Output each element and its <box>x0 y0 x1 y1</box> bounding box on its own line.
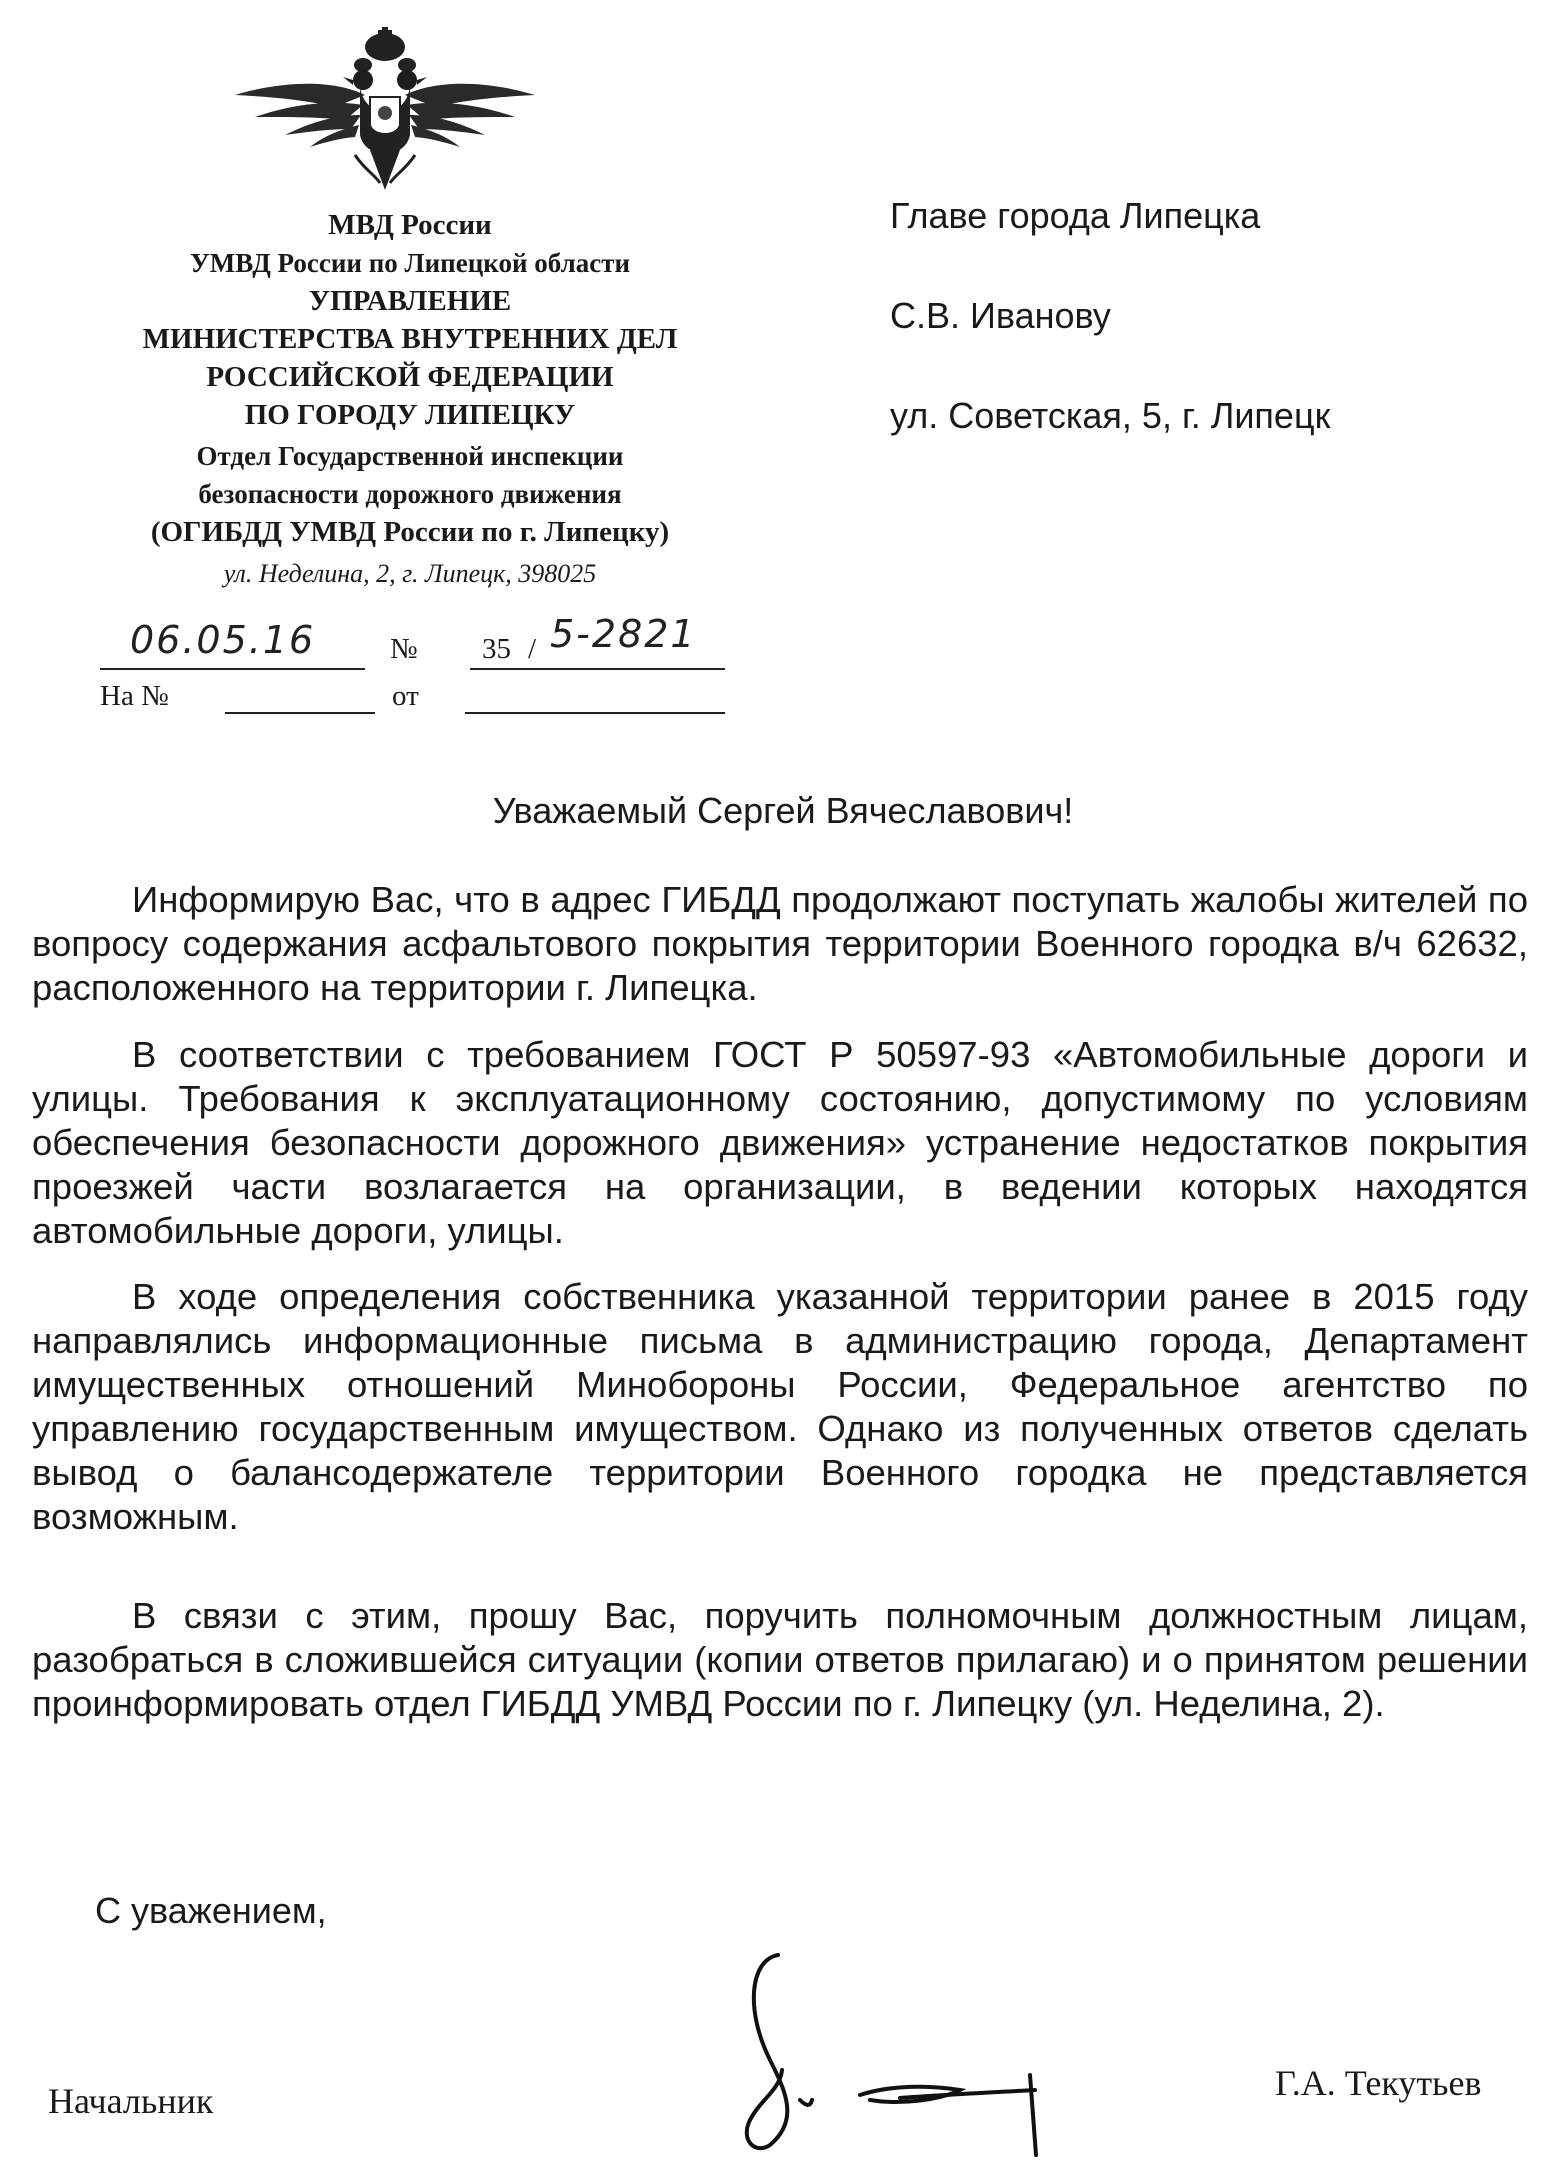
number-prefix: 35 <box>482 633 511 665</box>
body-paragraph-2: В соответствии с требованием ГОСТ Р 50597-93 «Автомобильные дороги и улицы. Требования к эксплуатационному состоянию, допустимому по условиям обеспечения безопасности дорожного движения» устранение недостатков покрытия проезжей части возлагается на организации, в ведении которых находятся автомобильные дороги, улицы. <box>32 1034 1528 1251</box>
salutation: Уважаемый Сергей Вячеславович! <box>492 790 1074 831</box>
body-paragraph-1: Информирую Вас, что в адрес ГИБДД продолжают поступать жалобы жителей по вопросу содержания асфальтового покрытия территории Военного городка в/ч 62632, расположенного на территории г. Липецка. <box>32 879 1528 1008</box>
registration-date: 06.05.16 <box>130 618 316 662</box>
sender-regional-directorate: УМВД России по Липецкой области <box>189 248 631 278</box>
signatory-position: Начальник <box>48 2081 214 2121</box>
double-headed-eagle-emblem-icon <box>225 25 545 200</box>
sender-ministry: МВД России <box>328 209 492 241</box>
sender-abbreviation: (ОГИБДД УМВД России по г. Липецку) <box>150 516 670 548</box>
sender-ministry-full: МИНИСТЕРСТВА ВНУТРЕННИХ ДЕЛ <box>142 323 678 355</box>
body-paragraph-3: В ходе определения собственника указанной территории ранее в 2015 году направлялись информационные письма в администрацию города, Департамент имущественных отношений Минобороны России, Федеральное агентство по управлению государственным имуществом. Однако из полученных ответов сделать вывод о балансодержателе территории Военного городка не представляется возможным. <box>32 1276 1528 1537</box>
reply-from-label: от <box>392 680 419 712</box>
sender-department-cont: безопасности дорожного движения <box>198 479 622 509</box>
closing: С уважением, <box>95 1890 327 1931</box>
handwritten-signature-icon <box>700 1950 1060 2160</box>
number-slash: / <box>528 633 537 665</box>
date-underline <box>100 668 365 670</box>
number-underline <box>470 668 725 670</box>
reply-number-underline <box>225 712 375 714</box>
sender-city: ПО ГОРОДУ ЛИПЕЦКУ <box>244 399 576 431</box>
registration-number: 5-2821 <box>550 612 697 656</box>
reply-number-label: На № <box>100 680 169 712</box>
number-label: № <box>390 633 418 665</box>
sender-department: Отдел Государственной инспекции <box>196 441 624 471</box>
reply-date-underline <box>465 712 725 714</box>
body-paragraph-4: В связи с этим, прошу Вас, поручить полномочным должностным лицам, разобраться в сложившейся ситуации (копии ответов прилагаю) и о принятом решении проинформировать отдел ГИБДД УМВД России по г. Липецку (ул. Неделина, 2). <box>32 1595 1528 1724</box>
recipient-address: ул. Советская, 5, г. Липецк <box>890 395 1331 436</box>
sender-directorate-title: УПРАВЛЕНИЕ <box>308 285 512 317</box>
sender-country: РОССИЙСКОЙ ФЕДЕРАЦИИ <box>206 361 614 393</box>
recipient-title: Главе города Липецка <box>890 195 1261 236</box>
recipient-name: С.В. Иванову <box>890 295 1111 336</box>
signatory-name: Г.А. Текутьев <box>1275 2063 1482 2103</box>
sender-address: ул. Неделина, 2, г. Липецк, 398025 <box>223 559 597 588</box>
